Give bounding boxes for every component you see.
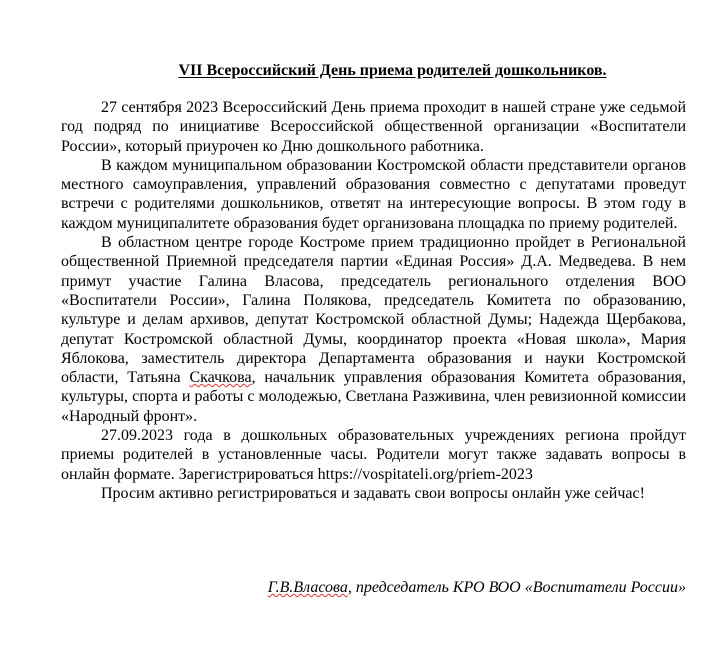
paragraph-3 bbox=[61, 233, 686, 426]
paragraph-4: 27.09.2023 года в дошкольных образовательных учреждениях региона пройдут приемы родителей в установленные часы. Родители могут также задавать вопросы в онлайн формате. Зарегистрироваться https://vospitateli.org/priem-2023 bbox=[61, 427, 686, 483]
signature-name: Г.В.Власова bbox=[267, 579, 348, 596]
paragraph-2: В каждом муниципальном образовании Костромской области представители органов местного самоуправления, управлений образования совместно с депутатами проведут встречи с родителями дошкольников, ответят на интересующие вопросы. В этом году в каждом муниципалитете образования будет организована площадка по приему родителей. bbox=[61, 156, 686, 232]
document-title: VII Всероссийский День приема родителей дошкольников. bbox=[178, 62, 607, 79]
paragraph-1: 27 сентября 2023 Всероссийский День приема проходит в нашей стране уже седьмой год подряд по инициативе Всероссийской общественной организации «Воспитатели России», который приурочен ко Дню дошкольного работника. bbox=[61, 99, 686, 155]
spellcheck-word: Скачкова bbox=[189, 369, 252, 387]
signature-role: , председатель КРО ВОО «Воспитатели России» bbox=[347, 579, 686, 596]
signature-line bbox=[61, 578, 686, 598]
paragraph-5: Просим активно регистрироваться и задавать свои вопросы онлайн уже сейчас! bbox=[101, 484, 645, 502]
document-body bbox=[61, 98, 686, 503]
paragraph-3-text: В областном центре городе Костроме прием традиционно пройдет в Региональной общественной Приемной председателя партии «Единая Россия» Д.А. Медведева. В нем примут участие Галина Власова, председатель регионального отделения ВОО «Воспитатели России», Галина Полякова, председатель Комитета по образованию, культуре и делам архивов, депутат Костромской областной Думы; Надежда Щербакова, депутат Костромской областной Думы, координатор проекта «Новая школа», Мария Яблокова, заместитель директора Департамента образования и науки Костромской области, Татьяна bbox=[61, 234, 686, 387]
paragraph-3-text-end: , начальник управления образования Комитета образования, культуры, спорта и работы с молодежью, Светлана Разживина, член ревизионной комиссии «Народный фронт». bbox=[61, 369, 686, 425]
